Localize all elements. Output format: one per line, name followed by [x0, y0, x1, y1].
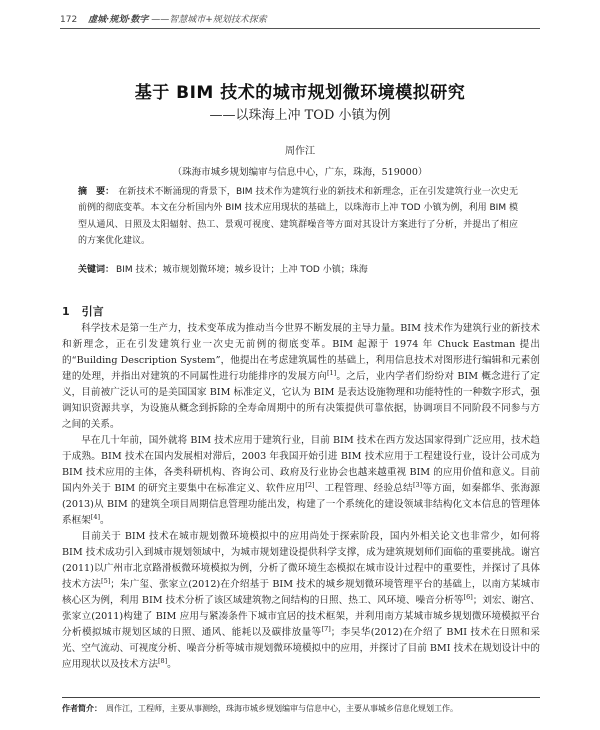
paragraph-text: 。 [167, 659, 177, 670]
citation-ref: [1] [326, 368, 337, 377]
footnote-label: 作者简介： [62, 704, 102, 713]
author-affiliation: （珠海市城乡规划编审与信息中心，广东，珠海，519000） [172, 167, 428, 178]
paragraph-3 [62, 529, 540, 673]
body-text [62, 321, 540, 673]
journal-name: 虚城·规划·数字 [88, 15, 149, 25]
section-heading [62, 303, 104, 319]
author-footnote [62, 703, 540, 714]
keywords-text: BIM 技术；城市规划微环境；城乡设计；上冲 TOD 小镇；珠海 [116, 265, 368, 275]
paragraph-text: ；李吴华(2012)在介绍了 BMI 技术在日照和采光、空气流动、可视度分析、噪音分析等城市规划微环境模拟中的应用，并探讨了目前 BMI 技术在规划设计中的应用现状以及技术方法 [62, 627, 540, 670]
citation-ref: [8] [157, 656, 168, 665]
paragraph-text: 。之后，业内学者们纷纷对 BIM 概念进行了定义，目前被广泛认可的是美国国家 BIM 标准定义，它认为 BIM 是表达设施物理和功能特性的一种数字形式，强调知识资源共享，为设施从概念到拆除的全寿命周期中的所有决策提供可靠依据，协调项目不同阶段不同参与方之间的关系。 [62, 371, 541, 430]
citation-ref: [3] [412, 480, 423, 489]
paragraph-text: ；朱广玺、张家立(2012)在介绍基于 BIM 技术的城乡规划微环境管理平台的基础上，以南方某城市核心区为例，利用 BIM 技术分析了该区域建筑物之间结构的日照、热工、风环境、噪音分析等 [62, 579, 540, 606]
paragraph-1 [62, 321, 540, 433]
paragraph-text: 等方面，如秦都华、张海源(2013)从 BIM 的建筑全项目周期信息管理功能出发，构建了一个系统化的建设领域非结构化文本信息的管理体系框架 [62, 483, 541, 526]
abstract-text: 在新技术不断涌现的背景下，BIM 技术作为建筑行业的新技术和新理念，正在引发建筑行业一次史无前例的彻底变革。本文在分析国内外 BIM 技术应用现状的基础上，以珠海市上冲 TOD 小镇为例，利用 BIM 模型从通风、日照及太阳辐射、热工、景观可视度、建筑群噪音等方面对其设计方案进行了分析，并提出了相应的方案优化建议。 [78, 187, 518, 247]
paragraph-text: 。 [100, 515, 110, 526]
journal-section: ——智慧城市+规划技术探索 [151, 15, 267, 25]
footnote-divider [62, 697, 540, 698]
citation-ref: [6] [463, 592, 473, 601]
author-name: 周作江 [285, 146, 315, 157]
citation-ref: [7] [321, 624, 331, 633]
paragraph-text: 科学技术是第一生产力，技术变革成为推动当今世界不断发展的主导力量。BIM 技术作为建筑行业的新技术和新理念，正在引发建筑行业一次史无前例的彻底变革。BIM 起源于 1974 年 Chuck Eastman 提出的“Building Description System”，他提出在考虑建筑属性的基础上，利用信息技术对图形进行编辑和元素创建的处理，并指出对建筑的不同属性进行功能排序的发展方向 [62, 323, 540, 382]
paragraph-text: 目前关于 BIM 技术在城市规划微环境模拟中的应用尚处于探索阶段，国内外相关论文也非常少，如何将 BIM 技术成功引入到城市规划领域中，为城市规划建设提供科学支撑，成为建筑规划师们面临的重要挑战。谢宫(2011)以广州市北京路滑板微环境模拟为例，分析了微环境生态模拟在城市设计过程中的重要性，并探讨了具体技术方法 [62, 531, 540, 590]
paragraph-text: ；刘宏、谢宫、张家立(2011)构建了 BIM 应用与紧凑条件下城市宜居的技术框架，并利用南方某城市城乡规划微环境模拟平台分析模拟城市规划区域的日照、通风、能耗以及碳排放量等 [62, 595, 540, 638]
citation-ref: [4] [90, 512, 100, 521]
citation-ref: [2] [305, 480, 315, 489]
section-title: 引言 [81, 305, 104, 318]
section-number: 1 [62, 305, 70, 318]
paragraph-text: 早在几十年前，国外就将 BIM 技术应用于建筑行业，目前 BIM 技术在西方发达国家得到广泛应用，技术趋于成熟。BIM 技术在国内发展相对滞后，2003 年我国开始引进 BIM 技术应用于工程建设行业，设计公司成为 BIM 技术应用的主体，各类科研机构、咨询公司、政府及行业协会也越来越重视 BIM 的应用价值和意义。目前国内外关于 BIM 的研究主要集中在标准定义、软件应用 [62, 435, 540, 494]
running-head [60, 12, 540, 25]
article-subtitle: ——以珠海上冲 TOD 小镇为例 [209, 108, 391, 123]
citation-ref: [5] [101, 576, 111, 585]
article-title: 基于 BIM 技术的城市规划微环境模拟研究 [134, 83, 466, 103]
footnote-text: 周作江，工程师，主要从事测绘，珠海市城乡规划编审与信息中心，主要从事城乡信息化规划工作。 [106, 704, 458, 713]
paragraph-2 [62, 433, 540, 529]
abstract-label: 摘 要： [78, 187, 115, 197]
abstract [78, 184, 518, 250]
keywords-label: 关键词： [78, 265, 115, 275]
keywords [78, 263, 518, 277]
paragraph-text: 、工程管理、经验总结 [314, 483, 413, 494]
header-divider [60, 28, 540, 29]
page-number: 172 [60, 15, 78, 25]
